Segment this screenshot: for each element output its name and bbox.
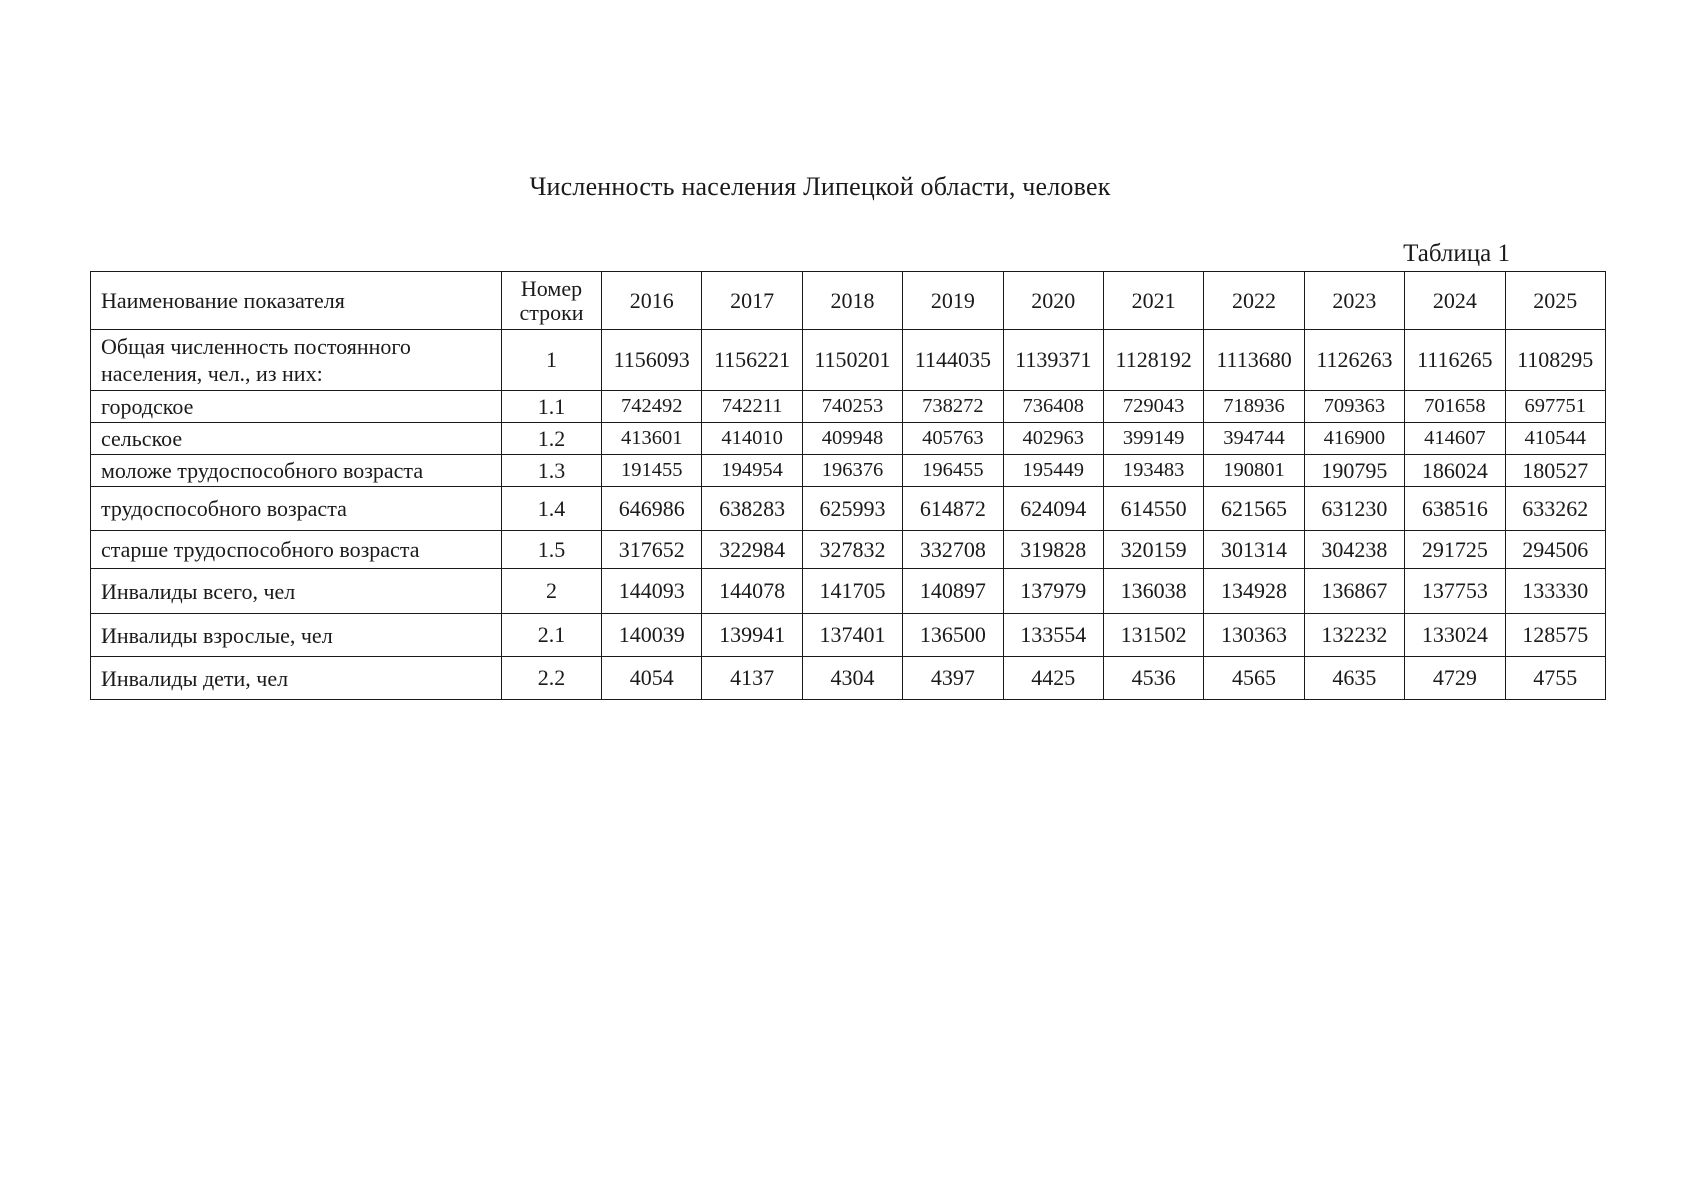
table-cell: 4565 <box>1204 657 1304 700</box>
table-cell: 134928 <box>1204 569 1304 614</box>
header-row-number: Номер строки <box>502 272 602 330</box>
row-number: 1.4 <box>502 487 602 531</box>
header-year: 2021 <box>1103 272 1203 330</box>
table-cell: 136500 <box>903 614 1003 657</box>
table-caption: Таблица 1 <box>1403 240 1510 267</box>
table-cell: 1150201 <box>802 330 902 391</box>
table-cell: 320159 <box>1103 531 1203 569</box>
table-cell: 193483 <box>1103 455 1203 487</box>
row-indicator-name: старше трудоспособного возраста <box>91 531 502 569</box>
table-cell: 701658 <box>1405 391 1505 423</box>
table-cell: 133554 <box>1003 614 1103 657</box>
table-cell: 405763 <box>903 423 1003 455</box>
table-cell: 631230 <box>1304 487 1404 531</box>
table-cell: 614872 <box>903 487 1003 531</box>
table-cell: 414607 <box>1405 423 1505 455</box>
table-cell: 322984 <box>702 531 802 569</box>
row-number: 1 <box>502 330 602 391</box>
table-row <box>91 657 1606 700</box>
table-cell: 196376 <box>802 455 902 487</box>
row-indicator-name: городское <box>91 391 502 423</box>
table-cell: 413601 <box>602 423 702 455</box>
table-cell: 399149 <box>1103 423 1203 455</box>
table-cell: 416900 <box>1304 423 1404 455</box>
table-cell: 625993 <box>802 487 902 531</box>
row-number: 1.3 <box>502 455 602 487</box>
table-cell: 180527 <box>1505 455 1605 487</box>
table-row <box>91 423 1606 455</box>
table-row <box>91 455 1606 487</box>
table-cell: 294506 <box>1505 531 1605 569</box>
population-table <box>90 271 1606 700</box>
table-cell: 139941 <box>702 614 802 657</box>
table-cell: 136867 <box>1304 569 1404 614</box>
table-cell: 638283 <box>702 487 802 531</box>
table-cell: 291725 <box>1405 531 1505 569</box>
table-cell: 194954 <box>702 455 802 487</box>
table-row <box>91 614 1606 657</box>
table-cell: 190795 <box>1304 455 1404 487</box>
table-cell: 410544 <box>1505 423 1605 455</box>
table-cell: 319828 <box>1003 531 1103 569</box>
table-cell: 1108295 <box>1505 330 1605 391</box>
table-cell: 332708 <box>903 531 1003 569</box>
row-indicator-name: сельское <box>91 423 502 455</box>
row-number: 1.2 <box>502 423 602 455</box>
table-cell: 4425 <box>1003 657 1103 700</box>
table-cell: 718936 <box>1204 391 1304 423</box>
table-cell: 140897 <box>903 569 1003 614</box>
header-year: 2024 <box>1405 272 1505 330</box>
table-cell: 646986 <box>602 487 702 531</box>
table-cell: 137401 <box>802 614 902 657</box>
table-cell: 327832 <box>802 531 902 569</box>
header-year: 2018 <box>802 272 902 330</box>
header-year: 2022 <box>1204 272 1304 330</box>
table-cell: 128575 <box>1505 614 1605 657</box>
table-cell: 729043 <box>1103 391 1203 423</box>
row-indicator-name: Инвалиды дети, чел <box>91 657 502 700</box>
table-cell: 1126263 <box>1304 330 1404 391</box>
table-cell: 137979 <box>1003 569 1103 614</box>
row-indicator-name: Инвалиды взрослые, чел <box>91 614 502 657</box>
header-year: 2017 <box>702 272 802 330</box>
table-row <box>91 487 1606 531</box>
table-cell: 137753 <box>1405 569 1505 614</box>
row-indicator-name: Общая численность постоянного населения, чел., из них: <box>91 330 502 391</box>
table-row <box>91 391 1606 423</box>
row-number: 1.1 <box>502 391 602 423</box>
table-cell: 190801 <box>1204 455 1304 487</box>
table-cell: 4137 <box>702 657 802 700</box>
table-cell: 4054 <box>602 657 702 700</box>
row-number: 2.1 <box>502 614 602 657</box>
row-indicator-name: Инвалиды всего, чел <box>91 569 502 614</box>
table-cell: 1144035 <box>903 330 1003 391</box>
table-cell: 394744 <box>1204 423 1304 455</box>
table-cell: 740253 <box>802 391 902 423</box>
table-cell: 4536 <box>1103 657 1203 700</box>
table-cell: 133330 <box>1505 569 1605 614</box>
table-cell: 4397 <box>903 657 1003 700</box>
table-cell: 709363 <box>1304 391 1404 423</box>
table-cell: 633262 <box>1505 487 1605 531</box>
table-cell: 304238 <box>1304 531 1404 569</box>
table-cell: 144093 <box>602 569 702 614</box>
header-year: 2023 <box>1304 272 1404 330</box>
table-cell: 4729 <box>1405 657 1505 700</box>
header-year: 2025 <box>1505 272 1605 330</box>
header-year: 2020 <box>1003 272 1103 330</box>
table-cell: 697751 <box>1505 391 1605 423</box>
table-cell: 130363 <box>1204 614 1304 657</box>
table-cell: 409948 <box>802 423 902 455</box>
table-cell: 144078 <box>702 569 802 614</box>
table-cell: 1128192 <box>1103 330 1203 391</box>
table-cell: 736408 <box>1003 391 1103 423</box>
table-cell: 742492 <box>602 391 702 423</box>
table-row <box>91 531 1606 569</box>
table-cell: 191455 <box>602 455 702 487</box>
table-cell: 621565 <box>1204 487 1304 531</box>
table-header-row <box>91 272 1606 330</box>
document-title: Численность населения Липецкой области, человек <box>529 172 1111 201</box>
header-year: 2019 <box>903 272 1003 330</box>
table-cell: 402963 <box>1003 423 1103 455</box>
row-number: 1.5 <box>502 531 602 569</box>
table-cell: 4304 <box>802 657 902 700</box>
table-cell: 186024 <box>1405 455 1505 487</box>
header-year: 2016 <box>602 272 702 330</box>
table-cell: 1113680 <box>1204 330 1304 391</box>
row-indicator-name: моложе трудоспособного возраста <box>91 455 502 487</box>
table-cell: 131502 <box>1103 614 1203 657</box>
table-cell: 742211 <box>702 391 802 423</box>
table-cell: 614550 <box>1103 487 1203 531</box>
row-number: 2 <box>502 569 602 614</box>
table-cell: 317652 <box>602 531 702 569</box>
table-cell: 638516 <box>1405 487 1505 531</box>
row-indicator-name: трудоспособного возраста <box>91 487 502 531</box>
table-cell: 4635 <box>1304 657 1404 700</box>
table-cell: 4755 <box>1505 657 1605 700</box>
table-cell: 133024 <box>1405 614 1505 657</box>
table-cell: 195449 <box>1003 455 1103 487</box>
table-cell: 624094 <box>1003 487 1103 531</box>
table-cell: 1156093 <box>602 330 702 391</box>
table-row <box>91 330 1606 391</box>
table-cell: 414010 <box>702 423 802 455</box>
table-cell: 141705 <box>802 569 902 614</box>
table-cell: 136038 <box>1103 569 1203 614</box>
table-cell: 1116265 <box>1405 330 1505 391</box>
table-cell: 738272 <box>903 391 1003 423</box>
table-cell: 1156221 <box>702 330 802 391</box>
table-cell: 132232 <box>1304 614 1404 657</box>
row-number: 2.2 <box>502 657 602 700</box>
table-cell: 301314 <box>1204 531 1304 569</box>
table-row <box>91 569 1606 614</box>
table-cell: 1139371 <box>1003 330 1103 391</box>
header-indicator-name: Наименование показателя <box>91 272 502 330</box>
table-cell: 196455 <box>903 455 1003 487</box>
table-cell: 140039 <box>602 614 702 657</box>
